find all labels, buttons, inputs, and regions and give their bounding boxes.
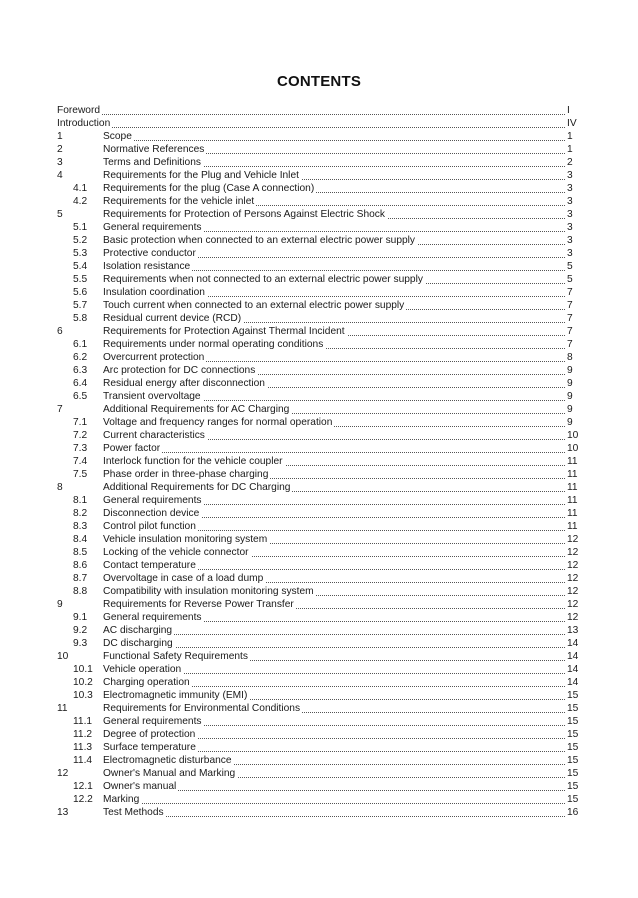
section-number: 6.5 <box>73 391 88 402</box>
toc-entry[interactable] <box>57 182 587 195</box>
page-number: 3 <box>567 209 573 220</box>
page-number: 15 <box>567 781 579 792</box>
toc-entry[interactable] <box>57 481 587 494</box>
entry-leader <box>103 312 565 325</box>
section-number: 11.3 <box>73 742 93 753</box>
section-title[interactable]: Electromagnetic immunity (EMI) <box>103 690 248 701</box>
section-number: 3 <box>57 157 63 168</box>
toc-entry[interactable] <box>57 702 587 715</box>
page-number: 12 <box>567 534 579 545</box>
section-title[interactable]: Marking <box>103 794 140 805</box>
section-number: 8 <box>57 482 63 493</box>
section-title[interactable]: DC discharging <box>103 638 173 649</box>
section-title[interactable]: Surface temperature <box>103 742 196 753</box>
entry-leader <box>103 364 565 377</box>
page-number: 15 <box>567 703 579 714</box>
section-number: 11.1 <box>73 716 93 727</box>
toc-entry[interactable] <box>57 104 587 117</box>
toc-entry[interactable] <box>57 689 587 702</box>
toc-entry[interactable] <box>57 663 587 676</box>
section-title[interactable]: Charging operation <box>103 677 190 688</box>
entry-leader <box>103 455 565 468</box>
section-title[interactable]: Degree of protection <box>103 729 196 740</box>
page-number: 11 <box>567 508 578 519</box>
entry-leader <box>103 676 565 689</box>
toc-entry[interactable] <box>57 624 587 637</box>
toc-entry[interactable] <box>57 338 587 351</box>
section-title[interactable]: Requirements for the Plug and Vehicle Inlet <box>103 170 299 181</box>
entry-leader <box>103 624 565 637</box>
section-title[interactable]: Insulation coordination <box>103 287 205 298</box>
section-number: 7.4 <box>73 456 88 467</box>
toc-entry[interactable] <box>57 637 587 650</box>
section-number: 9.1 <box>73 612 88 623</box>
section-title[interactable]: Vehicle operation <box>103 664 182 675</box>
entry-leader <box>103 130 565 143</box>
toc-entry[interactable] <box>57 195 587 208</box>
entry-leader <box>103 598 565 611</box>
section-number: 1 <box>57 131 63 142</box>
entry-leader <box>103 663 565 676</box>
entry-leader <box>103 208 565 221</box>
entry-leader <box>103 195 565 208</box>
toc-entry[interactable] <box>57 221 587 234</box>
entry-leader <box>103 611 565 624</box>
toc-entry[interactable] <box>57 273 587 286</box>
page-number: 5 <box>567 261 573 272</box>
section-title[interactable]: Additional Requirements for DC Charging <box>103 482 291 493</box>
toc-entry[interactable] <box>57 572 587 585</box>
page-number: 7 <box>567 339 573 350</box>
section-number: 10.3 <box>73 690 93 701</box>
section-number: 6.2 <box>73 352 88 363</box>
section-title[interactable]: General requirements <box>103 495 202 506</box>
section-number: 5 <box>57 209 63 220</box>
section-title[interactable]: Requirements when not connected to an external electric power supply <box>103 274 423 285</box>
toc-entry[interactable] <box>57 377 587 390</box>
page-number: 3 <box>567 196 573 207</box>
entry-leader <box>103 156 565 169</box>
entry-leader <box>103 715 565 728</box>
page-number: 10 <box>567 443 579 454</box>
section-number: 4 <box>57 170 63 181</box>
section-number: 10.2 <box>73 677 93 688</box>
section-number: 5.6 <box>73 287 88 298</box>
page-number: 12 <box>567 547 579 558</box>
section-number: 12.2 <box>73 794 93 805</box>
toc-entry[interactable] <box>57 455 587 468</box>
section-title[interactable]: Owner's manual <box>103 781 177 792</box>
page-number: 15 <box>567 690 579 701</box>
section-number: 10.1 <box>73 664 93 675</box>
toc-entry[interactable] <box>57 793 587 806</box>
section-number: 5.3 <box>73 248 88 259</box>
section-title[interactable]: Control pilot function <box>103 521 196 532</box>
entry-leader <box>103 442 565 455</box>
section-title[interactable]: Interlock function for the vehicle coupler <box>103 456 283 467</box>
entry-leader <box>103 754 565 767</box>
section-title[interactable]: Scope <box>103 131 132 142</box>
page-number: 15 <box>567 755 579 766</box>
toc-entry[interactable] <box>57 130 587 143</box>
section-title[interactable]: Requirements under normal operating conditions <box>103 339 324 350</box>
page-number: 13 <box>567 625 579 636</box>
section-number: 4.2 <box>73 196 88 207</box>
page-number: 15 <box>567 742 579 753</box>
page-number: 7 <box>567 326 573 337</box>
entry-leader <box>103 390 565 403</box>
section-title[interactable]: Locking of the vehicle connector <box>103 547 249 558</box>
page-number: 11 <box>567 521 578 532</box>
page-number: 9 <box>567 378 573 389</box>
entry-leader <box>57 104 565 117</box>
entry-leader <box>103 806 565 819</box>
toc-entry[interactable] <box>57 351 587 364</box>
entry-leader <box>103 650 565 663</box>
page-number: 12 <box>567 573 579 584</box>
entry-leader <box>103 325 565 338</box>
section-number: 5.7 <box>73 300 88 311</box>
toc-entry[interactable] <box>57 234 587 247</box>
entry-leader <box>103 507 565 520</box>
section-title[interactable]: Residual energy after disconnection <box>103 378 265 389</box>
entry-leader <box>103 286 565 299</box>
section-number: 7.2 <box>73 430 88 441</box>
page-number: 15 <box>567 716 579 727</box>
toc-entry[interactable] <box>57 585 587 598</box>
toc-entry[interactable] <box>57 780 587 793</box>
page-number: 9 <box>567 404 573 415</box>
entry-leader <box>103 559 565 572</box>
toc-entry[interactable] <box>57 325 587 338</box>
section-number: 7.1 <box>73 417 88 428</box>
section-title[interactable]: Overvoltage in case of a load dump <box>103 573 264 584</box>
page-number: 3 <box>567 183 573 194</box>
entry-leader <box>103 351 565 364</box>
entry-leader <box>103 260 565 273</box>
page-number: 12 <box>567 599 579 610</box>
toc-entry[interactable] <box>57 208 587 221</box>
section-title[interactable]: Disconnection device <box>103 508 200 519</box>
table-of-contents <box>57 104 587 819</box>
entry-leader <box>103 767 565 780</box>
page-number: 14 <box>567 638 579 649</box>
page-number: 15 <box>567 768 579 779</box>
toc-entry[interactable] <box>57 117 587 130</box>
entry-leader <box>103 403 565 416</box>
section-number: 8.7 <box>73 573 88 584</box>
section-title[interactable]: Voltage and frequency ranges for normal operation <box>103 417 333 428</box>
toc-entry[interactable] <box>57 754 587 767</box>
entry-leader <box>103 377 565 390</box>
section-title[interactable]: General requirements <box>103 222 202 233</box>
entry-leader <box>103 429 565 442</box>
section-number: 8.2 <box>73 508 88 519</box>
section-title[interactable]: Additional Requirements for AC Charging <box>103 404 290 415</box>
page-number: 14 <box>567 651 579 662</box>
section-number: 5.1 <box>73 222 88 233</box>
section-title[interactable]: Terms and Definitions <box>103 157 201 168</box>
section-title[interactable]: Electromagnetic disturbance <box>103 755 232 766</box>
toc-entry[interactable] <box>57 468 587 481</box>
page-number: 14 <box>567 677 579 688</box>
section-title[interactable]: Power factor <box>103 443 161 454</box>
entry-leader <box>103 689 565 702</box>
section-title[interactable]: Requirements for the plug (Case A connection) <box>103 183 315 194</box>
entry-leader <box>103 728 565 741</box>
entry-leader <box>103 169 565 182</box>
page-number: IV <box>567 118 577 129</box>
section-number: 2 <box>57 144 63 155</box>
entry-leader <box>103 416 565 429</box>
page-number: 10 <box>567 430 579 441</box>
toc-entry[interactable] <box>57 156 587 169</box>
section-number: 8.3 <box>73 521 88 532</box>
toc-entry[interactable] <box>57 806 587 819</box>
entry-leader <box>103 338 565 351</box>
page-number: 3 <box>567 235 573 246</box>
toc-entry[interactable] <box>57 546 587 559</box>
toc-entry[interactable] <box>57 169 587 182</box>
section-title[interactable]: Current characteristics <box>103 430 205 441</box>
toc-entry[interactable] <box>57 247 587 260</box>
section-number: 9.3 <box>73 638 88 649</box>
page-number: 9 <box>567 391 573 402</box>
section-title[interactable]: Vehicle insulation monitoring system <box>103 534 268 545</box>
toc-entry[interactable] <box>57 286 587 299</box>
toc-entry[interactable] <box>57 403 587 416</box>
section-title[interactable]: Isolation resistance <box>103 261 191 272</box>
section-number: 6 <box>57 326 63 337</box>
section-title[interactable]: Transient overvoltage <box>103 391 201 402</box>
section-number: 7.3 <box>73 443 88 454</box>
section-number: 9 <box>57 599 63 610</box>
section-number: 11.2 <box>73 729 93 740</box>
page-number: 3 <box>567 248 573 259</box>
entry-leader <box>103 637 565 650</box>
toc-entry[interactable] <box>57 507 587 520</box>
entry-leader <box>103 793 565 806</box>
section-number: 6.3 <box>73 365 88 376</box>
section-number: 8.5 <box>73 547 88 558</box>
toc-entry[interactable] <box>57 611 587 624</box>
entry-leader <box>103 468 565 481</box>
toc-entry[interactable] <box>57 416 587 429</box>
section-title[interactable]: Foreword <box>57 105 101 116</box>
entry-leader <box>103 299 565 312</box>
toc-entry[interactable] <box>57 494 587 507</box>
page-number: 7 <box>567 313 573 324</box>
section-title[interactable]: Functional Safety Requirements <box>103 651 248 662</box>
entry-leader <box>103 143 565 156</box>
toc-entry[interactable] <box>57 559 587 572</box>
section-number: 13 <box>57 807 69 818</box>
section-number: 11.4 <box>73 755 93 766</box>
entry-leader <box>103 780 565 793</box>
page-number: 14 <box>567 664 579 675</box>
entry-leader <box>103 481 565 494</box>
entry-leader <box>103 546 565 559</box>
section-number: 7 <box>57 404 63 415</box>
section-title[interactable]: Overcurrent protection <box>103 352 205 363</box>
toc-entry[interactable] <box>57 728 587 741</box>
page-number: 3 <box>567 222 573 233</box>
page-number: I <box>567 105 570 116</box>
section-title[interactable]: Contact temperature <box>103 560 196 571</box>
entry-leader <box>103 494 565 507</box>
section-number: 5.2 <box>73 235 88 246</box>
page-number: 15 <box>567 794 579 805</box>
page-number: 15 <box>567 729 579 740</box>
section-title[interactable]: Normative References <box>103 144 205 155</box>
section-number: 9.2 <box>73 625 88 636</box>
section-title[interactable]: Touch current when connected to an external electric power supply <box>103 300 405 311</box>
toc-entry[interactable] <box>57 715 587 728</box>
page-number: 11 <box>567 495 578 506</box>
page-number: 9 <box>567 417 573 428</box>
section-number: 5.5 <box>73 274 88 285</box>
page-number: 12 <box>567 586 579 597</box>
toc-entry[interactable] <box>57 442 587 455</box>
page-number: 2 <box>567 157 573 168</box>
section-number: 12.1 <box>73 781 93 792</box>
section-title[interactable]: Requirements for the vehicle inlet <box>103 196 255 207</box>
section-number: 4.1 <box>73 183 88 194</box>
section-title[interactable]: Residual current device (RCD) <box>103 313 242 324</box>
entry-leader <box>103 702 565 715</box>
section-title[interactable]: Owner's Manual and Marking <box>103 768 236 779</box>
toc-entry[interactable] <box>57 598 587 611</box>
section-title[interactable]: Arc protection for DC connections <box>103 365 256 376</box>
section-number: 12 <box>57 768 69 779</box>
page-number: 11 <box>567 482 578 493</box>
section-title[interactable]: Compatibility with insulation monitoring system <box>103 586 314 597</box>
section-number: 8.1 <box>73 495 88 506</box>
entry-leader <box>103 234 565 247</box>
page-number: 5 <box>567 274 573 285</box>
toc-entry[interactable] <box>57 429 587 442</box>
entry-leader <box>103 247 565 260</box>
page-number: 11 <box>567 469 578 480</box>
toc-entry[interactable] <box>57 741 587 754</box>
page-title: CONTENTS <box>276 73 362 90</box>
page-number: 1 <box>567 144 573 155</box>
page-number: 12 <box>567 560 579 571</box>
page-number: 11 <box>567 456 578 467</box>
section-title[interactable]: Introduction <box>57 118 111 129</box>
section-title[interactable]: General requirements <box>103 612 202 623</box>
section-title[interactable]: General requirements <box>103 716 202 727</box>
page-number: 8 <box>567 352 573 363</box>
page-number: 7 <box>567 300 573 311</box>
section-title[interactable]: Test Methods <box>103 807 164 818</box>
page-number: 3 <box>567 170 573 181</box>
entry-leader <box>103 533 565 546</box>
page-number: 16 <box>567 807 579 818</box>
toc-entry[interactable] <box>57 260 587 273</box>
section-number: 5.8 <box>73 313 88 324</box>
toc-entry[interactable] <box>57 312 587 325</box>
section-title[interactable]: AC discharging <box>103 625 173 636</box>
entry-leader <box>103 741 565 754</box>
toc-entry[interactable] <box>57 299 587 312</box>
entry-leader <box>103 182 565 195</box>
entry-leader <box>103 273 565 286</box>
page-number: 9 <box>567 365 573 376</box>
page-number: 1 <box>567 131 573 142</box>
section-title[interactable]: Basic protection when connected to an external electric power supply <box>103 235 416 246</box>
toc-entry[interactable] <box>57 650 587 663</box>
entry-leader <box>57 117 565 130</box>
section-number: 6.1 <box>73 339 88 350</box>
page-number: 7 <box>567 287 573 298</box>
toc-entry[interactable] <box>57 143 587 156</box>
section-title[interactable]: Requirements for Protection Against Thermal Incident <box>103 326 345 337</box>
entry-leader <box>103 221 565 234</box>
entry-leader <box>103 520 565 533</box>
section-number: 8.6 <box>73 560 88 571</box>
toc-entry[interactable] <box>57 533 587 546</box>
section-number: 7.5 <box>73 469 88 480</box>
section-title[interactable]: Phase order in three-phase charging <box>103 469 269 480</box>
page-number: 12 <box>567 612 579 623</box>
section-number: 6.4 <box>73 378 88 389</box>
toc-entry[interactable] <box>57 767 587 780</box>
section-title[interactable]: Requirements for Environmental Conditions <box>103 703 301 714</box>
section-title[interactable]: Requirements for Protection of Persons Against Electric Shock <box>103 209 385 220</box>
section-number: 5.4 <box>73 261 88 272</box>
section-number: 8.8 <box>73 586 88 597</box>
entry-leader <box>103 585 565 598</box>
entry-leader <box>103 572 565 585</box>
toc-entry[interactable] <box>57 520 587 533</box>
section-title[interactable]: Requirements for Reverse Power Transfer <box>103 599 294 610</box>
section-number: 10 <box>57 651 69 662</box>
toc-entry[interactable] <box>57 676 587 689</box>
toc-entry[interactable] <box>57 364 587 377</box>
section-title[interactable]: Protective conductor <box>103 248 196 259</box>
section-number: 8.4 <box>73 534 88 545</box>
toc-entry[interactable] <box>57 390 587 403</box>
section-number: 11 <box>57 703 68 714</box>
